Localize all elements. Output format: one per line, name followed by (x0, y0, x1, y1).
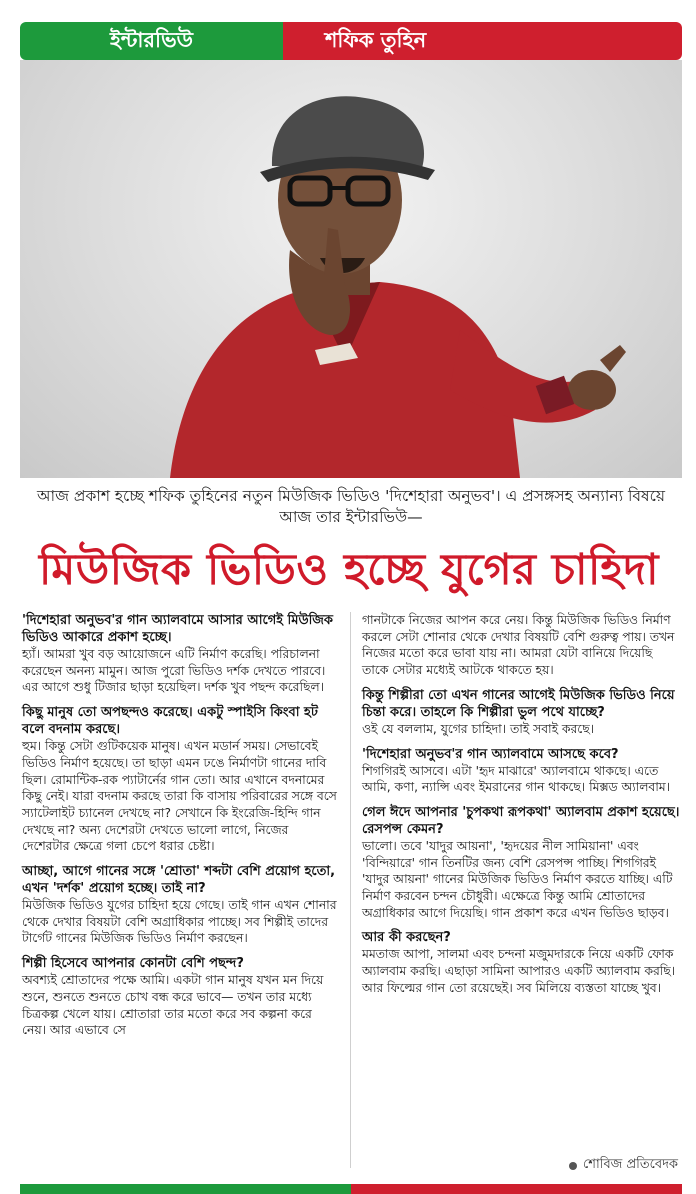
answer: হুম। কিন্তু সেটা গুটিকয়েক মানুষ। এখন মডার্ন সময়। সেভাবেই ভিডিও নির্মাণ হয়েছে। তা ছাড়া এমন ঢঙে নির্মাণটা গানের দাবি ছিল। রোমান্টিক-রক প্যাটার্নের গান তো। আর এখানে বদনামের কিছু নেই। যারা বদনাম করছে তারা কি বাসায় পরিবারের সঙ্গে বসে স্যাটেলাইট চ্যানেল দেখছে না? সেখানে কি ইংরেজি-হিন্দি গান দেখছে না? অন্য দেশেরটা দেখতে ভালো লাগে, নিজের দেশেরটার ক্ষেত্রে গলা চেপে ধরার চেষ্টা। (22, 739, 337, 854)
question: 'দিশেহারা অনুভব'র গান অ্যালবামে আসার আগেই মিউজিক ভিডিও আকারে প্রকাশ হচ্ছে। (22, 613, 334, 645)
question: কিছু মানুষ তো অপছন্দও করেছে। একটু স্পাইসি কিংবা হট বলে বদনাম করছে। (22, 705, 318, 738)
question: কিন্তু শিল্পীরা তো এখন গানের আগেই মিউজিক ভিডিও নিয়ে চিন্তা করে। তাহলে কি শিল্পীরা ভুল পথে যাচ্ছে? (362, 687, 675, 720)
interviewee-name-label: শফিক তুহিন (283, 22, 682, 60)
right-column (362, 612, 680, 997)
answer: ভালো। তবে 'যাদুর আয়না', 'হৃদয়ের নীল সামিয়ানা' এবং 'বিন্দিয়ারে' গান তিনটির জন্য বেশি রেসপন্স পাচ্ছি। শিগগিরই 'যাদুর আয়না' গানের মিউজিক ভিডিও নির্মাণ করতে যাচ্ছি। এটি নির্মাণ করবেন চন্দন চৌধুরী। এক্ষেত্রে কিন্তু আমি শ্রোতাদের অগ্রাধিকার আগে দিয়েছি। গান প্রকাশ করে এখন ভিডিও ছাড়ব। (362, 838, 673, 920)
answer: শিগগিরই আসবে। এটা 'হৃদ মাঝারে' অ্যালবামে থাকছে। এতে আমি, কণা, ন্যান্সি এবং ইমরানের গান থাকছে। মিক্সড অ্যালবাম। (362, 763, 671, 795)
reporter-credit: শোবিজ প্রতিবেদক (582, 1157, 678, 1172)
portrait-photo (20, 60, 682, 478)
column-divider (350, 612, 351, 1168)
article-headline: মিউজিক ভিডিও হচ্ছে যুগের চাহিদা (39, 545, 659, 595)
answer: মমতাজ আপা, সালমা এবং চন্দনা মজুমদারকে নিয়ে একটি ফোক অ্যালবাম করছি। এছাড়া সামিনা আপারও একটি অ্যালবাম করছি। আর ফিল্মের গান তো রয়েছেই। সব মিলিয়ে ব্যস্ততা যাচ্ছে খুব। (362, 947, 676, 995)
answer: হ্যাঁ। আমরা খুব বড় আয়োজনে এটি নির্মাণ করেছি। পরিচালনা করেছেন অনন্য মামুন। আজ পুরো ভিডিও দর্শক দেখতে পারবে। এর আগে শুধু টিজার ছাড়া হয়েছিল। দর্শক খুব পছন্দ করেছিল। (22, 647, 326, 695)
section-header (20, 22, 682, 60)
intro-caption: আজ প্রকাশ হচ্ছে শফিক তুহিনের নতুন মিউজিক ভিডিও 'দিশেহারা অনুভব'। এ প্রসঙ্গসহ অন্যান্য বিষয়ে আজ তার ইন্টারভিউ— (37, 487, 665, 526)
question: গেল ঈদে আপনার 'চুপকথা রূপকথা' অ্যালবাম প্রকাশ হয়েছে। রেসপন্স কেমন? (362, 804, 680, 837)
question: 'দিশেহারা অনুভব'র গান অ্যালবামে আসছে কবে? (362, 746, 619, 762)
question: শিল্পী হিসেবে আপনার কোনটা বেশি পছন্দ? (22, 956, 244, 972)
section-label: ইন্টারভিউ (20, 22, 283, 60)
answer: ওই যে বললাম, যুগের চাহিদা। তাই সবাই করছে। (362, 721, 595, 736)
bullet-icon (569, 1162, 577, 1170)
answer: অবশ্যই শ্রোতাদের পক্ষে আমি। একটা গান মানুষ যখন মন দিয়ে শুনে, শুনতে শুনতে চোখ বন্ধ করে ভাবে— তখন তার মধ্যে চিত্রকল্প খেলে যায়। শ্রোতারা তার মতো করে সব কল্পনা করে নেয়। আর এভাবে সে (22, 973, 324, 1038)
byline (569, 1155, 678, 1176)
footer-color-bar (20, 1184, 682, 1194)
portrait-illustration (20, 60, 682, 478)
question: আর কী করছেন? (362, 930, 451, 946)
left-column (22, 612, 338, 1039)
answer: মিউজিক ভিডিও যুগের চাহিদা হয়ে গেছে। তাই গান এখন শোনার থেকে দেখার বিষয়টা বেশি অগ্রাধিকার পাচ্ছে। সব শিল্পীই তাদের টার্গেট গানের মিউজিক ভিডিও নির্মাণ করছেন। (22, 898, 337, 946)
question: আচ্ছা, আগে গানের সঙ্গে 'শ্রোতা' শব্দটা বেশি প্রয়োগ হতো, এখন 'দর্শক' প্রয়োগ হচ্ছে। তাই না? (22, 864, 336, 897)
answer: গানটাকে নিজের আপন করে নেয়। কিন্তু মিউজিক ভিডিও নির্মাণ করলে সেটা শোনার থেকে দেখার বিষয়টি বেশি গুরুত্ব পায়। তখন নিজের মতো করে ভাবা যায় না। আমরা যেটা বানিয়ে দিয়েছি তাকে সেটার মধ্যেই আটকে থাকতে হয়। (362, 613, 675, 678)
